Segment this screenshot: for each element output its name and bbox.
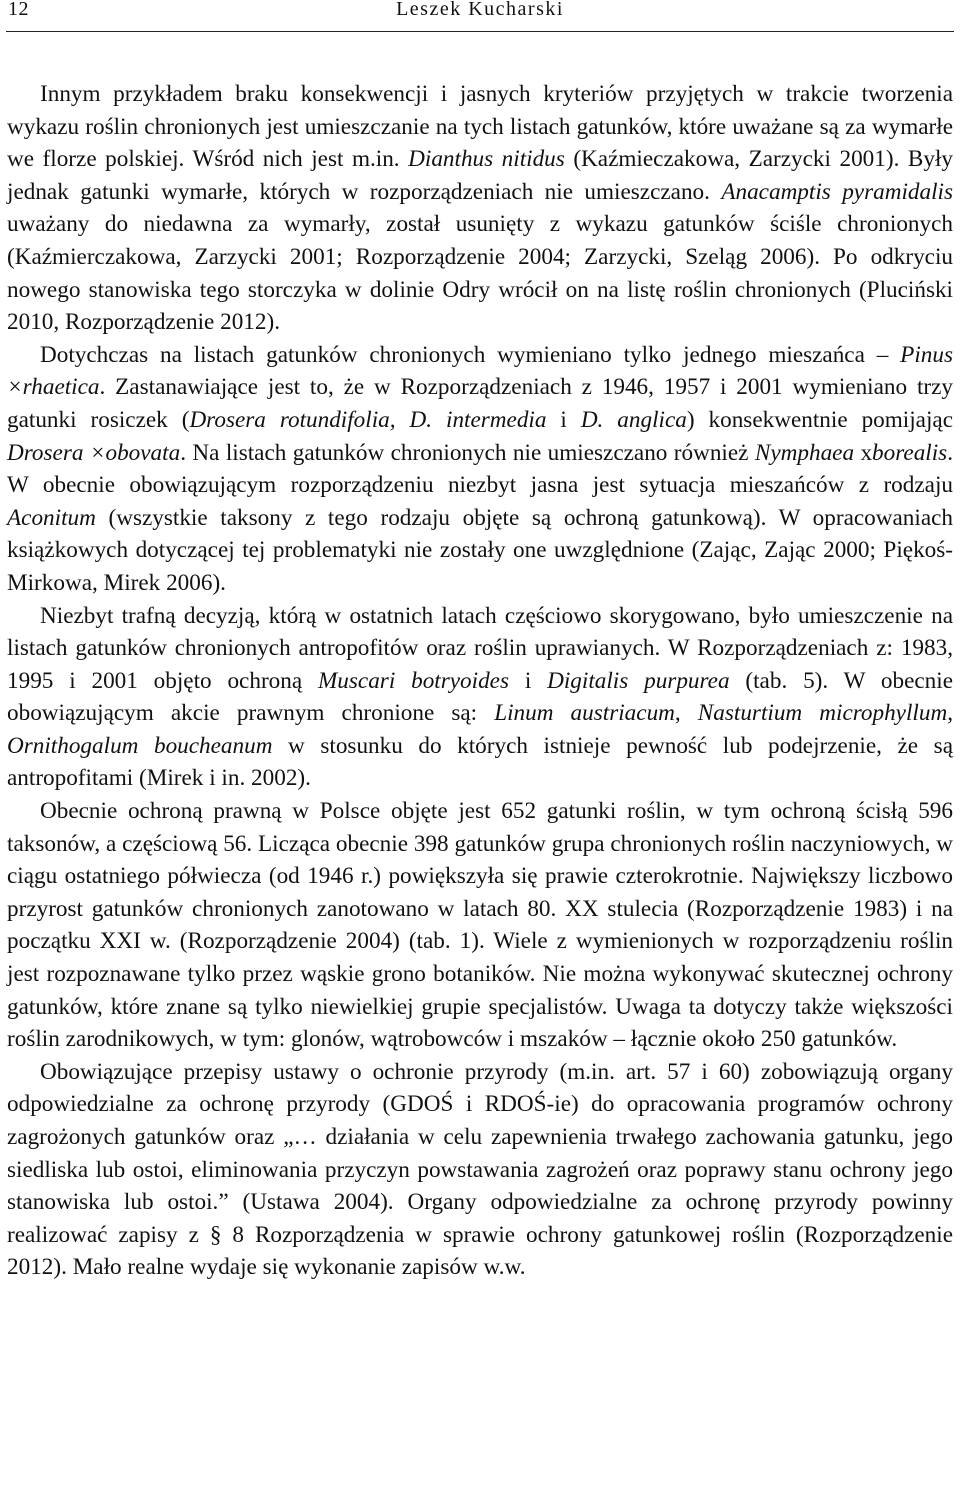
text-run: x — [854, 439, 873, 466]
text-run: (wszystkie taksony z tego rodzaju objęte są ochroną gatunkową). W opracowaniach książkowych dotyczącej tej problematyki nie zostały one uwzględnione (Zając, Zając 2000; Piękoś-Mirkowa, Mirek 2006). — [7, 504, 953, 596]
page-header — [6, 0, 954, 28]
paragraph — [7, 1056, 953, 1284]
text-run: i — [509, 667, 548, 694]
italic-taxon-name: Linum austriacum — [494, 700, 675, 727]
italic-taxon-name: Nymphaea — [754, 439, 855, 466]
header-rule — [6, 31, 954, 32]
text-run: ) konsekwentnie pomijając — [686, 406, 953, 433]
italic-taxon-name: D. anglica — [580, 406, 687, 433]
text-run: . W obecnie obowiązującym rozporządzeniu niezbyt jasna jest sytuacja mieszańców z rodzaju — [7, 439, 953, 499]
italic-taxon-name: Muscari botryoides — [317, 667, 509, 694]
text-run: . Na listach gatunków chronionych nie umieszczano również — [180, 439, 755, 466]
text-run: w stosunku do których istnieje pewność lub podejrzenie, że są antropofitami (Mirek i in. 2002). — [7, 732, 953, 792]
body-text — [7, 78, 953, 1284]
text-run: (tab. 5). W obecnie obowiązującym akcie prawnym chronione są: — [7, 667, 953, 727]
paragraph — [7, 339, 953, 600]
italic-taxon-name: Anacamptis pyramidalis — [721, 178, 953, 205]
italic-taxon-name: Digitalis purpurea — [547, 667, 730, 694]
text-run: Obecnie ochroną prawną w Polsce objęte jest 652 gatunki roślin, w tym ochroną ścisłą 596 taksonów, a częściową 56. Licząca obecnie 398 gatunków grupa chronionych roślin naczyniowych, w ciągu ostatniego półwiecza (od 1946 r.) powiększyła się prawie czterokrotnie. Największy liczbowo przyrost gatunków chronionych zanotowano w latach 80. XX stulecia (Rozporządzenie 1983) i na początku XXI w. (Rozporządzenie 2004) (tab. 1). Wiele z wymienionych w rozporządzeniu roślin jest rozpoznawane tylko przez wąskie grono botaników. Nie można wykonywać skutecznej ochrony gatunków, które znane są tylko niewielkiej grupie specjalistów. Uwaga ta dotyczy także większości roślin zarodnikowych, w tym: glonów, wątrobowców i mszaków – łącznie około 250 gatunków. — [7, 798, 953, 1053]
italic-taxon-name: Drosera ×obovata — [7, 439, 181, 466]
italic-taxon-name: Dianthus nitidus — [408, 146, 565, 173]
text-run: (Kaźmieczakowa, Zarzycki 2001). Były jednak gatunki wymarłe, których w rozporządzeniach nie umieszczano. — [7, 146, 953, 205]
italic-taxon-name: Ornithogalum boucheanum — [7, 732, 273, 759]
text-run: Niezbyt trafną decyzją, którą w ostatnich latach częściowo skorygowano, było umieszczenie na listach gatunków chronionych antropofitów oraz roślin uprawianych. W Rozporządzeniach z: 1983, 1995 i 2001 objęto ochroną — [7, 602, 953, 694]
text-run: Dotychczas na listach gatunków chronionych wymieniano tylko jednego mieszańca – — [40, 341, 901, 368]
italic-taxon-name: Drosera rotundifolia, D. intermedia — [189, 406, 547, 433]
paragraph — [7, 78, 953, 339]
text-run: , — [947, 700, 953, 727]
text-run: i — [546, 406, 581, 433]
paragraph — [7, 795, 953, 1056]
text-run: Innym przykładem braku konsekwencji i jasnych kryteriów przyjętych w trakcie tworzenia wykazu roślin chronionych jest umieszczanie na tych listach gatunków, które uważane są za wymarłe we florze polskiej. Wśród nich jest m.in. — [7, 81, 953, 173]
running-head-author: Leszek Kucharski — [396, 0, 564, 20]
italic-taxon-name: Aconitum — [7, 504, 96, 531]
italic-taxon-name: borealis — [872, 439, 948, 466]
text-run: , — [674, 700, 698, 727]
text-run: Obowiązujące przepisy ustawy o ochronie przyrody (m.in. art. 57 i 60) zobowiązują organy odpowiedzialne za ochronę przyrody (GDOŚ i RDOŚ-ie) do opracowania programów ochrony zagrożonych gatunków oraz „… działania w celu zapewnienia trwałego zachowania gatunku, jego siedliska lub ostoi, eliminowania przyczyn powstawania zagrożeń oraz poprawy stanu ochrony jego stanowiska lub ostoi.” (Ustawa 2004). Organy odpowiedzialne za ochronę przyrody powinny realizować zapisy z § 8 Rozporządzenia w sprawie ochrony gatunkowej roślin (Rozporządzenie 2012). Mało realne wydaje się wykonanie zapisów w.w. — [7, 1058, 953, 1281]
paragraph — [7, 600, 953, 796]
text-run: . Zastanawiające jest to, że w Rozporządzeniach z 1946, 1957 i 2001 wymieniano trzy gatunki rosiczek ( — [7, 374, 953, 433]
italic-taxon-name: Nasturtium microphyllum — [697, 700, 948, 727]
page-number: 12 — [8, 0, 29, 20]
italic-taxon-name: Pinus ×rhaetica — [7, 341, 953, 401]
text-run: uważany do niedawna za wymarły, został usunięty z wykazu gatunków ściśle chronionych (Kaźmierczakowa, Zarzycki 2001; Rozporządzenie 2004; Zarzycki, Szeląg 2006). Po odkryciu nowego stanowiska tego storczyka w dolinie Odry wrócił on na listę roślin chronionych (Pluciński 2010, Rozporządzenie 2012). — [7, 211, 953, 336]
